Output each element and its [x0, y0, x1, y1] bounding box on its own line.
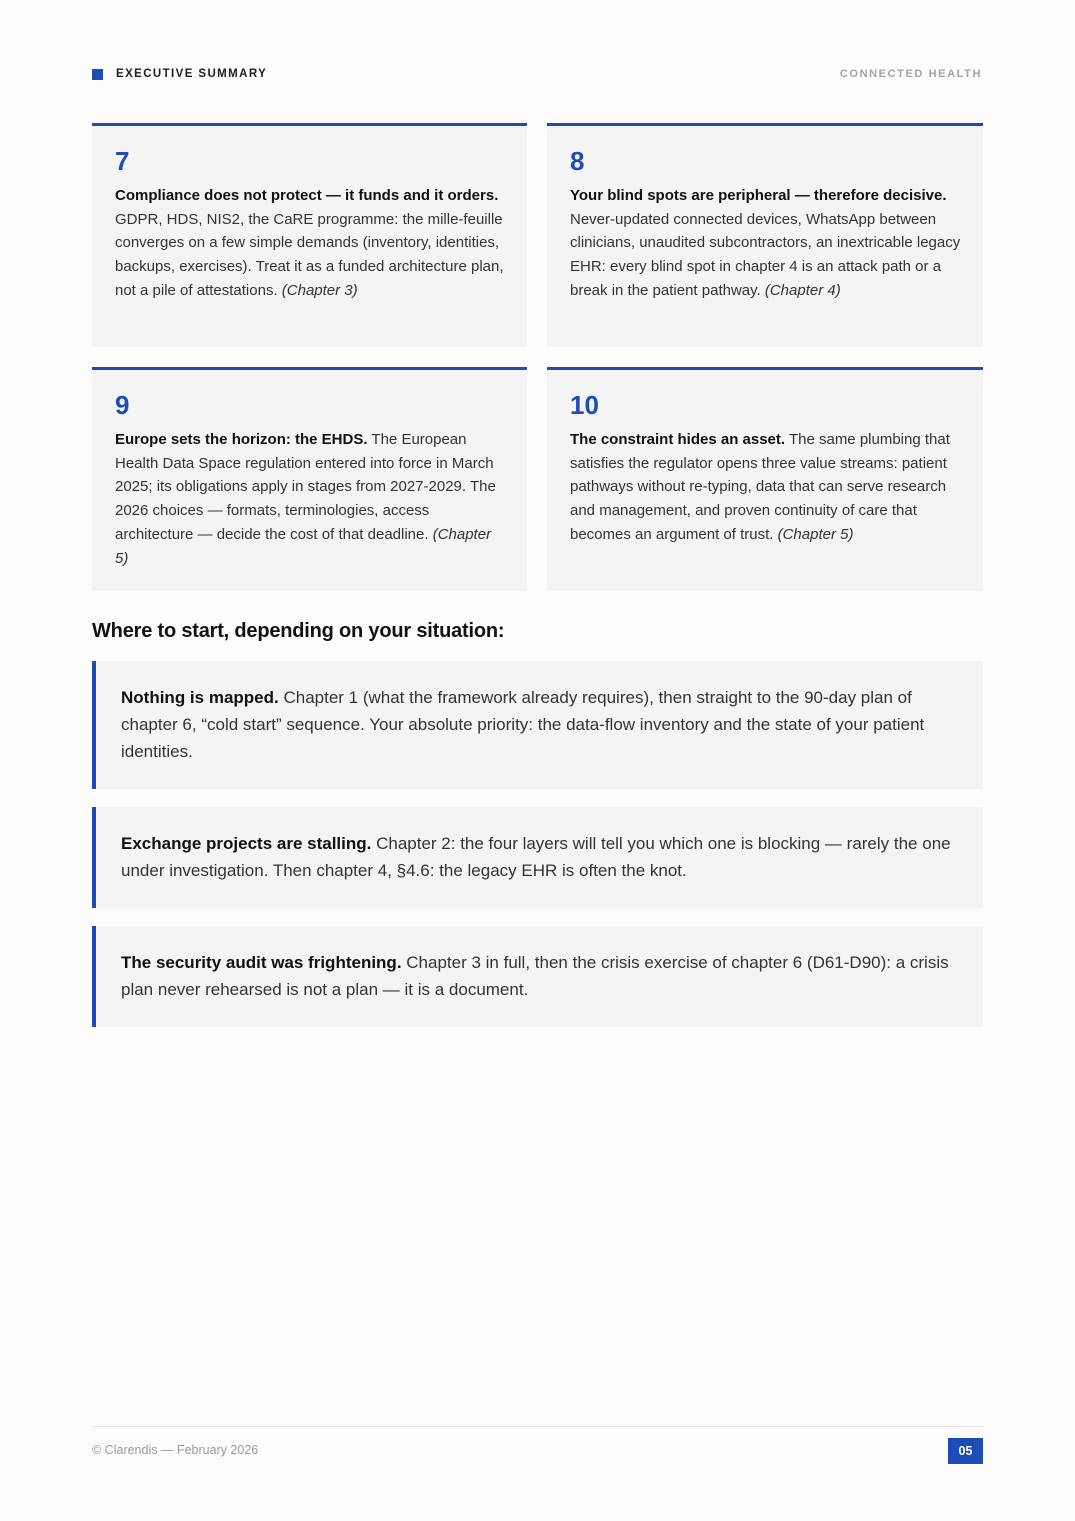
situation-body: Chapter 3 in full, then the crisis exercise of chapter 6 (D61-D90): a crisis plan never rehearsed is not a plan — it is a document.: [121, 953, 949, 999]
situation-body: Chapter 1 (what the framework already requires), then straight to the 90-day plan of chapter 6, “cold start” sequence. Your absolute priority: the data-flow inventory and the state of your patient identities.: [121, 688, 925, 761]
key-point-number: 7: [115, 146, 130, 176]
situation-lead: Exchange projects are stalling.: [121, 834, 372, 853]
chapter-reference: (Chapter 4): [764, 281, 841, 299]
key-point-body: The same plumbing that satisfies the regulator opens three value streams: patient pathways without re-typing, data that can serve research and management, and proven continuity of care that becomes an argument of trust.: [570, 431, 950, 543]
key-point-text: [115, 428, 505, 570]
key-point-text: [570, 428, 961, 547]
key-point-lead: Your blind spots are peripheral — therefore decisive.: [570, 187, 947, 204]
key-point-card: [92, 367, 527, 591]
footer-copyright: © Clarendis — February 2026: [92, 1443, 259, 1457]
key-point-card: [547, 367, 983, 591]
situation-callouts: [92, 661, 983, 1045]
page-number-badge: 05: [948, 1438, 983, 1464]
key-point-text: [115, 184, 505, 303]
key-point-body: GDPR, HDS, NIS2, the CaRE programme: the mille-feuille converges on a few simple demands (inventory, identities, backups, exercises). Treat it as a funded architecture plan, not a pile of attestations.: [115, 210, 504, 299]
key-point-card: [547, 123, 983, 347]
situation-callout: [92, 807, 983, 908]
key-point-text: [570, 184, 961, 303]
situation-callout: [92, 661, 983, 789]
chapter-reference: (Chapter 3): [281, 281, 358, 299]
key-point-body: Never-updated connected devices, WhatsApp between clinicians, unaudited subcontractors, an inextricable legacy EHR: every blind spot in chapter 4 is an attack path or a break in the patient pathway.: [570, 210, 961, 299]
key-points-grid: [92, 123, 983, 591]
key-point-number: 8: [570, 146, 585, 176]
key-point-body: The European Health Data Space regulation entered into force in March 2025; its obligations apply in stages from 2027-2029. The 2026 choices — formats, terminologies, access architecture — decide the cost of that deadline.: [115, 431, 496, 543]
key-point-number: 9: [115, 390, 130, 420]
key-point-lead: Europe sets the horizon: the EHDS.: [115, 431, 368, 448]
key-point-card: [92, 123, 527, 347]
section-marker-icon: [92, 69, 103, 80]
key-point-lead: Compliance does not protect — it funds and it orders.: [115, 187, 499, 204]
chapter-reference: (Chapter 5): [115, 525, 492, 567]
key-point-lead: The constraint hides an asset.: [570, 431, 786, 448]
situation-callout: [92, 926, 983, 1027]
section-label: EXECUTIVE SUMMARY: [116, 68, 268, 80]
situation-lead: Nothing is mapped.: [121, 688, 279, 707]
situation-body: Chapter 2: the four layers will tell you which one is blocking — rarely the one under investigation. Then chapter 4, §4.6: the legacy EHR is often the knot.: [121, 834, 951, 880]
situation-lead: The security audit was frightening.: [121, 953, 402, 972]
report-label: CONNECTED HEALTH: [839, 68, 982, 80]
footer-divider: [92, 1426, 983, 1427]
key-point-number: 10: [570, 390, 599, 420]
chapter-reference: (Chapter 5): [777, 525, 854, 543]
running-header: [92, 68, 267, 80]
section-title: Where to start, depending on your situation:: [92, 620, 505, 642]
